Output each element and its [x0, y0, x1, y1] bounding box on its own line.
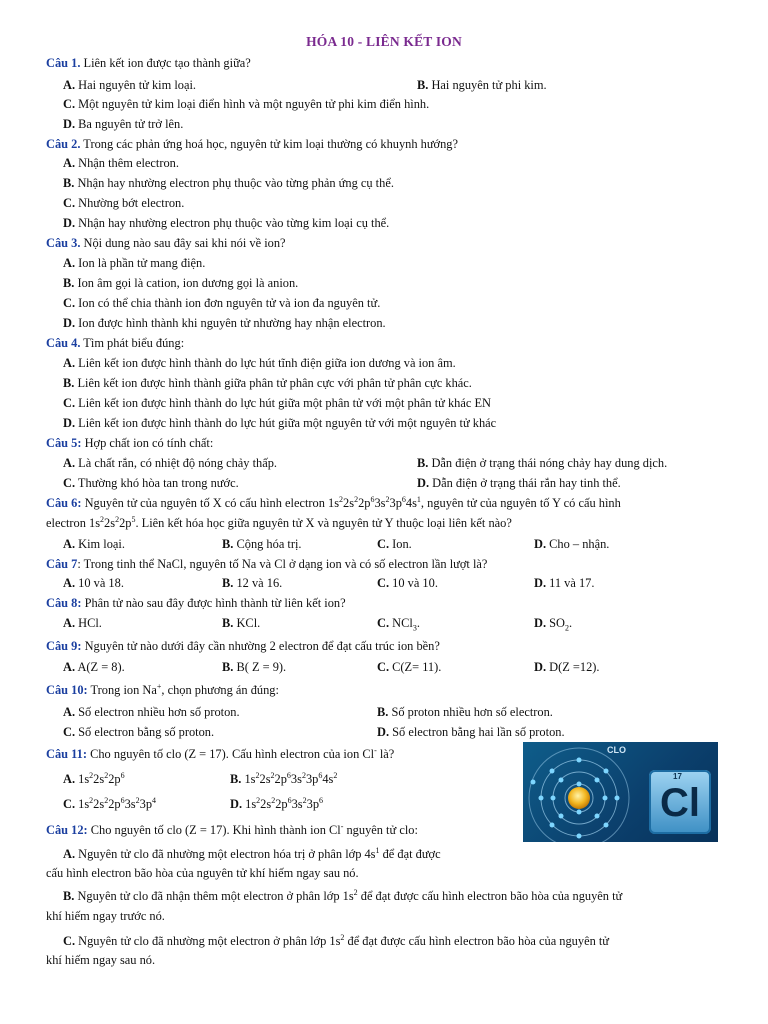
q10-option-a: A. Số electron nhiều hơn số proton.: [63, 705, 240, 719]
q9-option-b: B. B( Z = 9).: [222, 660, 287, 674]
question-7: Câu 7: Trong tinh thể NaCl, nguyên tố Na và Cl ở dạng ion và có số electron lần lượt là?: [46, 557, 488, 571]
q10-option-d: D. Số electron bằng hai lần số proton.: [377, 725, 565, 739]
figure-label: CLO: [607, 745, 626, 755]
q11-option-a: A. $1s^22s^22p^6$: [63, 770, 125, 786]
q5-option-d: D. Dẫn điện ở trạng thái rắn hay tinh thể.: [417, 476, 621, 490]
q6-option-b: B. Cộng hóa trị.: [222, 537, 302, 551]
q6-option-d: D. Cho – nhận.: [534, 537, 610, 551]
q5-option-b: B. Dẫn điện ở trạng thái nóng chảy hay dung dịch.: [417, 456, 668, 470]
question-9: Câu 9: Nguyên tử nào dưới đây cần nhường 2 electron để đạt cấu trúc ion bền?: [46, 639, 440, 653]
q10-option-b: B. Số proton nhiều hơn số electron.: [377, 705, 553, 719]
question-6: Câu 6: Nguyên tử của nguyên tố X có cấu hình electron $1s^22s^22p^63s^23p^64s^1$, nguyên tử của nguyên tố Y có cấu hình: [46, 494, 621, 510]
q8-option-a: A. HCl.: [63, 616, 102, 630]
atomic-number: 17: [673, 772, 682, 781]
question-2: Câu 2. Trong các phản ứng hoá học, nguyên tử kim loại thường có khuynh hướng?: [46, 137, 459, 151]
q12-option-a: A. Nguyên tử clo đã nhường một electron hóa trị ở phân lớp $4s^1$ để đạt được: [63, 845, 441, 861]
q8-option-b: B. KCl.: [222, 616, 261, 630]
question-11: Câu 11: Cho nguyên tố clo (Z = 17). Cấu hình electron của ion Cl- là?: [46, 745, 395, 761]
q2-option-c: C. Nhường bớt electron.: [63, 196, 185, 210]
q9-option-d: D. D(Z =12).: [534, 660, 600, 674]
q8-option-d: D. $SO_2$.: [534, 616, 573, 633]
q4-option-d: D. Liên kết ion được hình thành do lực hút giữa một nguyên tử với một nguyên tử khác: [63, 416, 497, 430]
question-10: Câu 10: Trong ion Na+, chọn phương án đúng:: [46, 681, 279, 697]
question-label: Câu 1.: [46, 56, 81, 70]
question-1: [46, 55, 251, 71]
atom-orbit-icon: [523, 742, 653, 842]
q5-option-c: C. Thường khó hòa tan trong nước.: [63, 476, 239, 490]
q6-option-a: A. Kim loại.: [63, 537, 125, 551]
q3-option-a: A. Ion là phần tử mang điện.: [63, 256, 206, 270]
page-title: HÓA 10 - LIÊN KẾT ION: [306, 34, 462, 49]
question-3: Câu 3. Nội dung nào sau đây sai khi nói về ion?: [46, 236, 286, 250]
q7-option-c: C. 10 và 10.: [377, 576, 438, 590]
q9-option-a: A. A(Z = 8).: [63, 660, 125, 674]
q5-option-a: A. Là chất rắn, có nhiệt độ nóng chảy thấp.: [63, 456, 278, 470]
q10-option-c: C. Số electron bằng số proton.: [63, 725, 215, 739]
question-12: Câu 12: Cho nguyên tố clo (Z = 17). Khi hình thành ion Cl- nguyên tử clo:: [46, 821, 418, 837]
q12-option-c-cont: khí hiếm ngay sau nó.: [46, 953, 156, 967]
q1-option-b: B. Hai nguyên tử phi kim.: [417, 78, 547, 92]
q1-option-c: C. Một nguyên tử kim loại điển hình và một nguyên tử phi kim điển hình.: [63, 97, 430, 111]
q4-option-b: B. Liên kết ion được hình thành giữa phân tử phân cực với phân tử phân cực khác.: [63, 376, 472, 390]
q4-option-c: C. Liên kết ion được hình thành do lực hút giữa một phân tử với một phân tử khác EN: [63, 396, 491, 410]
question-6-cont: electron $1s^22s^22p^5$. Liên kết hóa học giữa nguyên tử X và nguyên tử Y thuộc loại liên kết nào?: [46, 514, 512, 530]
q11-option-c: C. $1s^22s^22p^63s^23p^4$: [63, 795, 157, 811]
element-tile: [649, 770, 711, 834]
q2-option-d: D. Nhận hay nhường electron phụ thuộc vào từng kim loại cụ thể.: [63, 216, 390, 230]
q4-option-a: A. Liên kết ion được hình thành do lực hút tĩnh điện giữa ion dương và ion âm.: [63, 356, 456, 370]
q1-option-a: A. Hai nguyên tử kim loại.: [63, 78, 197, 92]
q3-option-d: D. Ion được hình thành khi nguyên tử nhường hay nhận electron.: [63, 316, 386, 330]
q3-option-c: C. Ion có thể chia thành ion đơn nguyên tử và ion đa nguyên tử.: [63, 296, 381, 310]
q1-option-d: D. Ba nguyên tử trở lên.: [63, 117, 184, 131]
q9-option-c: C. C(Z= 11).: [377, 660, 442, 674]
q7-option-b: B. 12 và 16.: [222, 576, 283, 590]
q12-option-c: C. Nguyên tử clo đã nhường một electron ở phân lớp $1s^2$ để đạt được cấu hình electron bão hòa của nguyên tử: [63, 932, 610, 948]
q12-option-b-cont: khí hiếm ngay trước nó.: [46, 909, 165, 923]
question-5: Câu 5: Hợp chất ion có tính chất:: [46, 436, 214, 450]
q3-option-b: B. Ion âm gọi là cation, ion dương gọi là anion.: [63, 276, 299, 290]
q11-option-d: D. $1s^22s^22p^63s^23p^6$: [230, 795, 324, 811]
q6-option-c: C. Ion.: [377, 537, 412, 551]
q8-option-c: C. NCl$_3$.: [377, 616, 420, 633]
question-4: Câu 4. Tìm phát biểu đúng:: [46, 336, 185, 350]
q7-option-a: A. 10 và 18.: [63, 576, 124, 590]
q2-option-b: B. Nhận hay nhường electron phụ thuộc vào từng phản ứng cụ thể.: [63, 176, 394, 190]
question-text: Liên kết ion được tạo thành giữa?: [80, 56, 251, 70]
q11-option-b: B. $1s^22s^22p^63s^23p^64s^2$: [230, 770, 338, 786]
q7-option-d: D. 11 và 17.: [534, 576, 595, 590]
question-8: Câu 8: Phân tử nào sau đây được hình thành từ liên kết ion?: [46, 596, 346, 610]
q2-option-a: A. Nhận thêm electron.: [63, 156, 179, 170]
y-config: $1s^22s^22p^5$: [89, 514, 136, 530]
x-config: $1s^22s^22p^63s^23p^64s^1$: [328, 494, 421, 510]
chlorine-atom-figure: [523, 742, 718, 842]
q12-option-b: B. Nguyên tử clo đã nhận thêm một electron ở phân lớp $1s^2$ để đạt được cấu hình electron bão hòa của nguyên tử: [63, 887, 623, 903]
q12-option-a-cont: cấu hình electron bão hòa của nguyên tử khí hiếm ngay sau nó.: [46, 866, 359, 880]
element-symbol: Cl: [660, 781, 700, 825]
